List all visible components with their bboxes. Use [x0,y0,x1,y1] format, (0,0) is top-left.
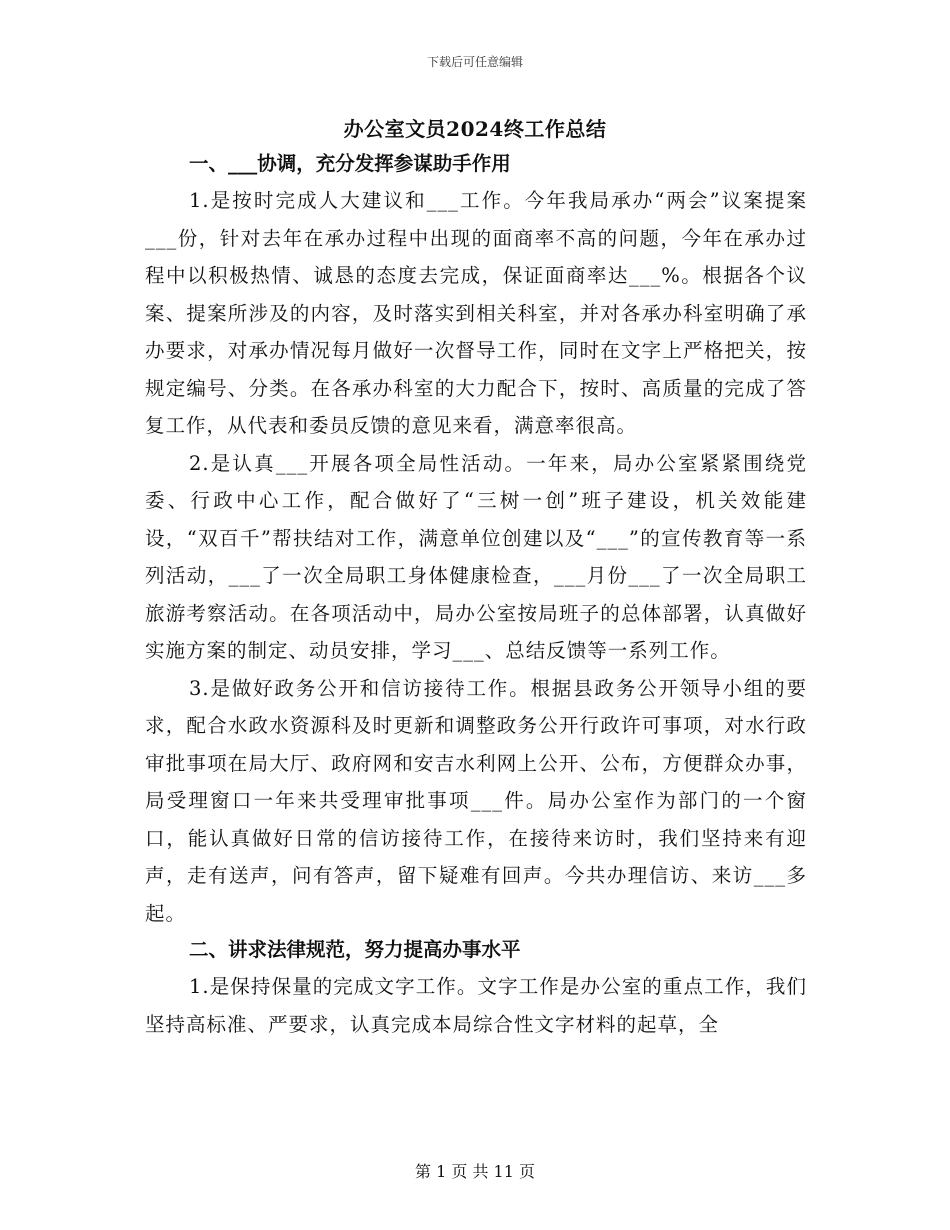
section-1-paragraph-3: 3.是做好政务公开和信访接待工作。根据县政务公开领导小组的要求，配合水政水资源科及时更新和调整政务公开行政许可事项，对水行政审批事项在局大厅、政府网和安吉水利网上公开、公布，方便群众办事，局受理窗口一年来共受理审批事项___件。局办公室作为部门的一个窗口，能认真做好日常的信访接待工作，在接待来访时，我们坚持来有迎声，走有送声，问有答声，留下疑难有回声。今共办理信访、来访___多起。 [145,676,807,925]
section-1-heading: 一、___协调，充分发挥参谋助手作用 [189,152,511,175]
page-header-note: 下载后可任意编辑 [426,55,523,69]
document-title: 办公室文员2024终工作总结 [343,117,607,141]
page-number-footer: 第 1 页 共 11 页 [415,1162,535,1181]
document-body [145,146,807,1043]
section-2-heading: 二、讲求法律规范，努力提高办事水平 [189,938,521,961]
section-2-paragraph-1: 1.是保持保量的完成文字工作。文字工作是办公室的重点工作，我们坚持高标准、严要求，认真完成本局综合性文字材料的起草，全 [145,975,807,1036]
section-1-paragraph-2: 2.是认真___开展各项全局性活动。一年来，局办公室紧紧围绕党委、行政中心工作，配合做好了“三树一创”班子建设，机关效能建设，“双百千”帮扶结对工作，满意单位创建以及“___”的宣传教育等一系列活动，___了一次全局职工身体健康检查，___月份___了一次全局职工旅游考察活动。在各项活动中，局办公室按局班子的总体部署，认真做好实施方案的制定、动员安排，学习___、总结反馈等一系列工作。 [145,451,807,662]
section-1-paragraph-1: 1.是按时完成人大建议和___工作。今年我局承办“两会”议案提案___份，针对去年在承办过程中出现的面商率不高的问题，今年在承办过程中以积极热情、诚恳的态度去完成，保证面商率达___%。根据各个议案、提案所涉及的内容，及时落实到相关科室，并对各承办科室明确了承办要求，对承办情况每月做好一次督导工作，同时在文字上严格把关，按规定编号、分类。在各承办科室的大力配合下，按时、高质量的完成了答复工作，从代表和委员反馈的意见来看，满意率很高。 [145,189,807,437]
